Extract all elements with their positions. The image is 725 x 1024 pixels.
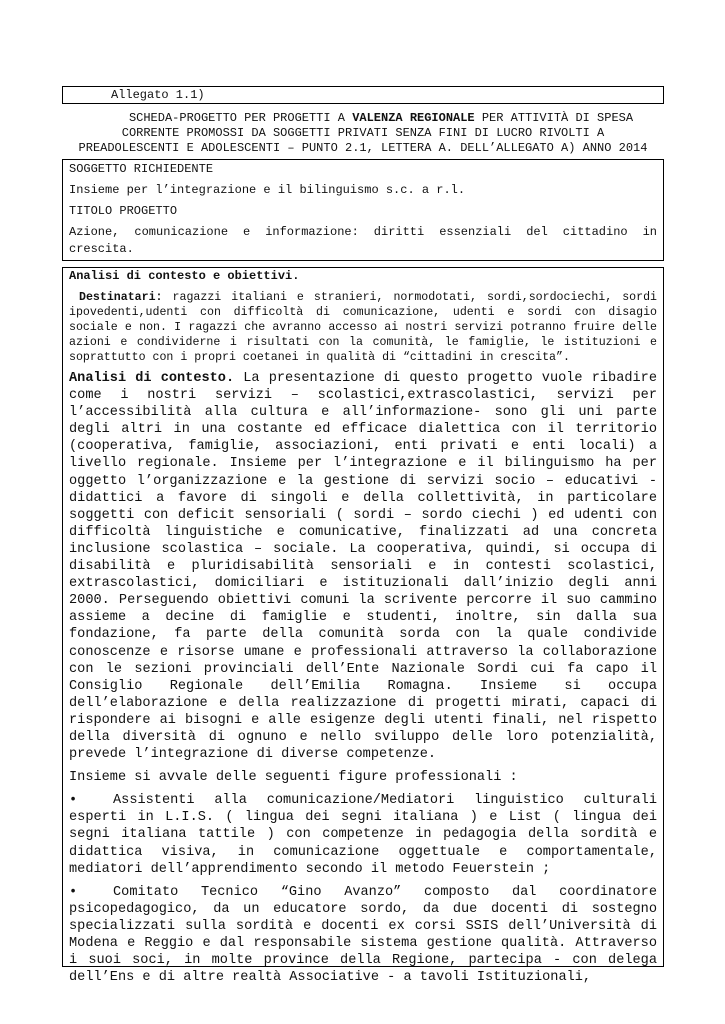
heading-bold-text: VALENZA REGIONALE — [352, 111, 475, 125]
soggetto-value: Insieme per l’integrazione e il bilinguismo s.c. a r.l. — [69, 183, 466, 197]
heading-line-2: CORRENTE PROMOSSI DA SOGGETTI PRIVATI SENZA FINI DI LUCRO RIVOLTI A — [121, 126, 605, 140]
bullet-icon: • — [69, 884, 78, 900]
soggetto-box — [62, 159, 664, 261]
bullet-text-1: Assistenti alla comunicazione/Mediatori linguistico culturali esperti in L.I.S. ( lingua dei segni italiana ) e List ( lingua dei segni italiana tattile ) con competenze in pedagogia della sordità e didattica visiva, in comunicazione oggettuale e comportamentale, mediatori dell’apprendimento secondo il metodo Feuerstein ; — [69, 793, 657, 877]
titolo-label: TITOLO PROGETTO — [69, 204, 178, 218]
destinatari-label: Destinatari: — [79, 291, 163, 304]
destinatari-text: ragazzi italiani e stranieri, normodotati, sordi,sordociechi, sordi ipovedenti,udenti con difficoltà di comunicazione, udenti e sordi con disagio sociale e non. I ragazzi che avranno accesso ai nostri servizi potranno fruire delle azioni e condividerne i risultati con la comunità, le famiglie, le istituzioni e soprattutto con i propri coetanei in qualità di “cittadini in crescita”. — [69, 291, 657, 364]
heading-line-3: PREADOLESCENTI E ADOLESCENTI – PUNTO 2.1, LETTERA A. DELL’ALLEGATO A) ANNO 2014 — [78, 141, 648, 155]
document-heading — [62, 111, 664, 156]
analisi-box — [62, 267, 664, 986]
figure-intro: Insieme si avvale delle seguenti figure professionali : — [69, 770, 518, 786]
document-page — [62, 86, 664, 986]
contesto-text: La presentazione di questo progetto vuole ribadire come i nostri servizi – scolastici,extrascolastici, servizi per l’accessibilità alla cultura e all’informazione- sono gli uni parte degli altri in una costante ed efficace dialettica con il territorio (cooperativa, famiglie, associazioni, enti privati e enti locali) a livello regionale. Insieme per l’integrazione e il bilinguismo ha per oggetto l’organizzazione e la gestione di servizi socio – educativi - didattici a favore di singoli e della collettività, in particolare soggetti con deficit sensoriali ( sordi – sordo ciechi ) ed udenti con difficoltà linguistiche e comunicative, finalizzati ad una concreta inclusione scolastica – sociale. La cooperativa, quindi, si occupa di disabilità e pluridisabilità sensoriali e in contesti scolastici, extrascolastici, domiciliari e istituzionali dall’inizio degli anni 2000. Perseguendo obiettivi comuni la scrivente percorre il suo cammino assieme a decine di famiglie e studenti, inoltre, sin dalla sua fondazione, fa parte della comunità sorda con la quale condivide conoscenze e risorse umane e professionali attraverso la collaborazione con le sezioni provinciali dell’Ente Nazionale Sordi cui fa capo il Consiglio Regionale dell’Emilia Romagna. Insieme si occupa dell’elaborazione e della realizzazione di progetti mirati, capaci di rispondere ai bisogni e alle esigenze degli utenti finali, nel rispetto della diversità di ognuno e nello sviluppo delle loro potenzialità, prevede l’integrazione di diverse competenze. — [69, 371, 657, 763]
soggetto-label: SOGGETTO RICHIEDENTE — [69, 162, 214, 176]
bullet-item-2 — [69, 884, 657, 987]
bullet-item-1 — [69, 792, 657, 877]
bullet-text-2: Comitato Tecnico “Gino Avanzo” composto dal coordinatore psicopedagogico, da un educatore sordo, da due docenti di sostegno specializzati sulla sordità e docenti ex corsi SSIS dell’Università di Modena e Reggio e dal responsabile sistema gestione qualità. Attraverso i suoi soci, in molte province della Regione, partecipa - con delega dell’Ens e di altre realtà Associative - a tavoli Istituzionali, — [69, 884, 657, 986]
allegato-label: Allegato 1.1) — [111, 88, 205, 102]
titolo-value: Azione, comunicazione e informazione: diritti essenziali del cittadino in crescita. — [69, 225, 657, 256]
bullet-icon: • — [69, 793, 78, 809]
destinatari-paragraph — [69, 290, 657, 365]
contesto-label: Analisi di contesto. — [69, 371, 235, 386]
heading-line-1-post: PER ATTIVITÀ DI SPESA — [474, 111, 634, 125]
heading-line-1-pre: SCHEDA-PROGETTO PER PROGETTI A — [128, 111, 353, 125]
contesto-paragraph — [69, 370, 657, 763]
allegato-box — [62, 86, 664, 104]
analisi-title: Analisi di contesto e obiettivi. — [69, 269, 300, 283]
heading-line-1 — [62, 111, 664, 126]
